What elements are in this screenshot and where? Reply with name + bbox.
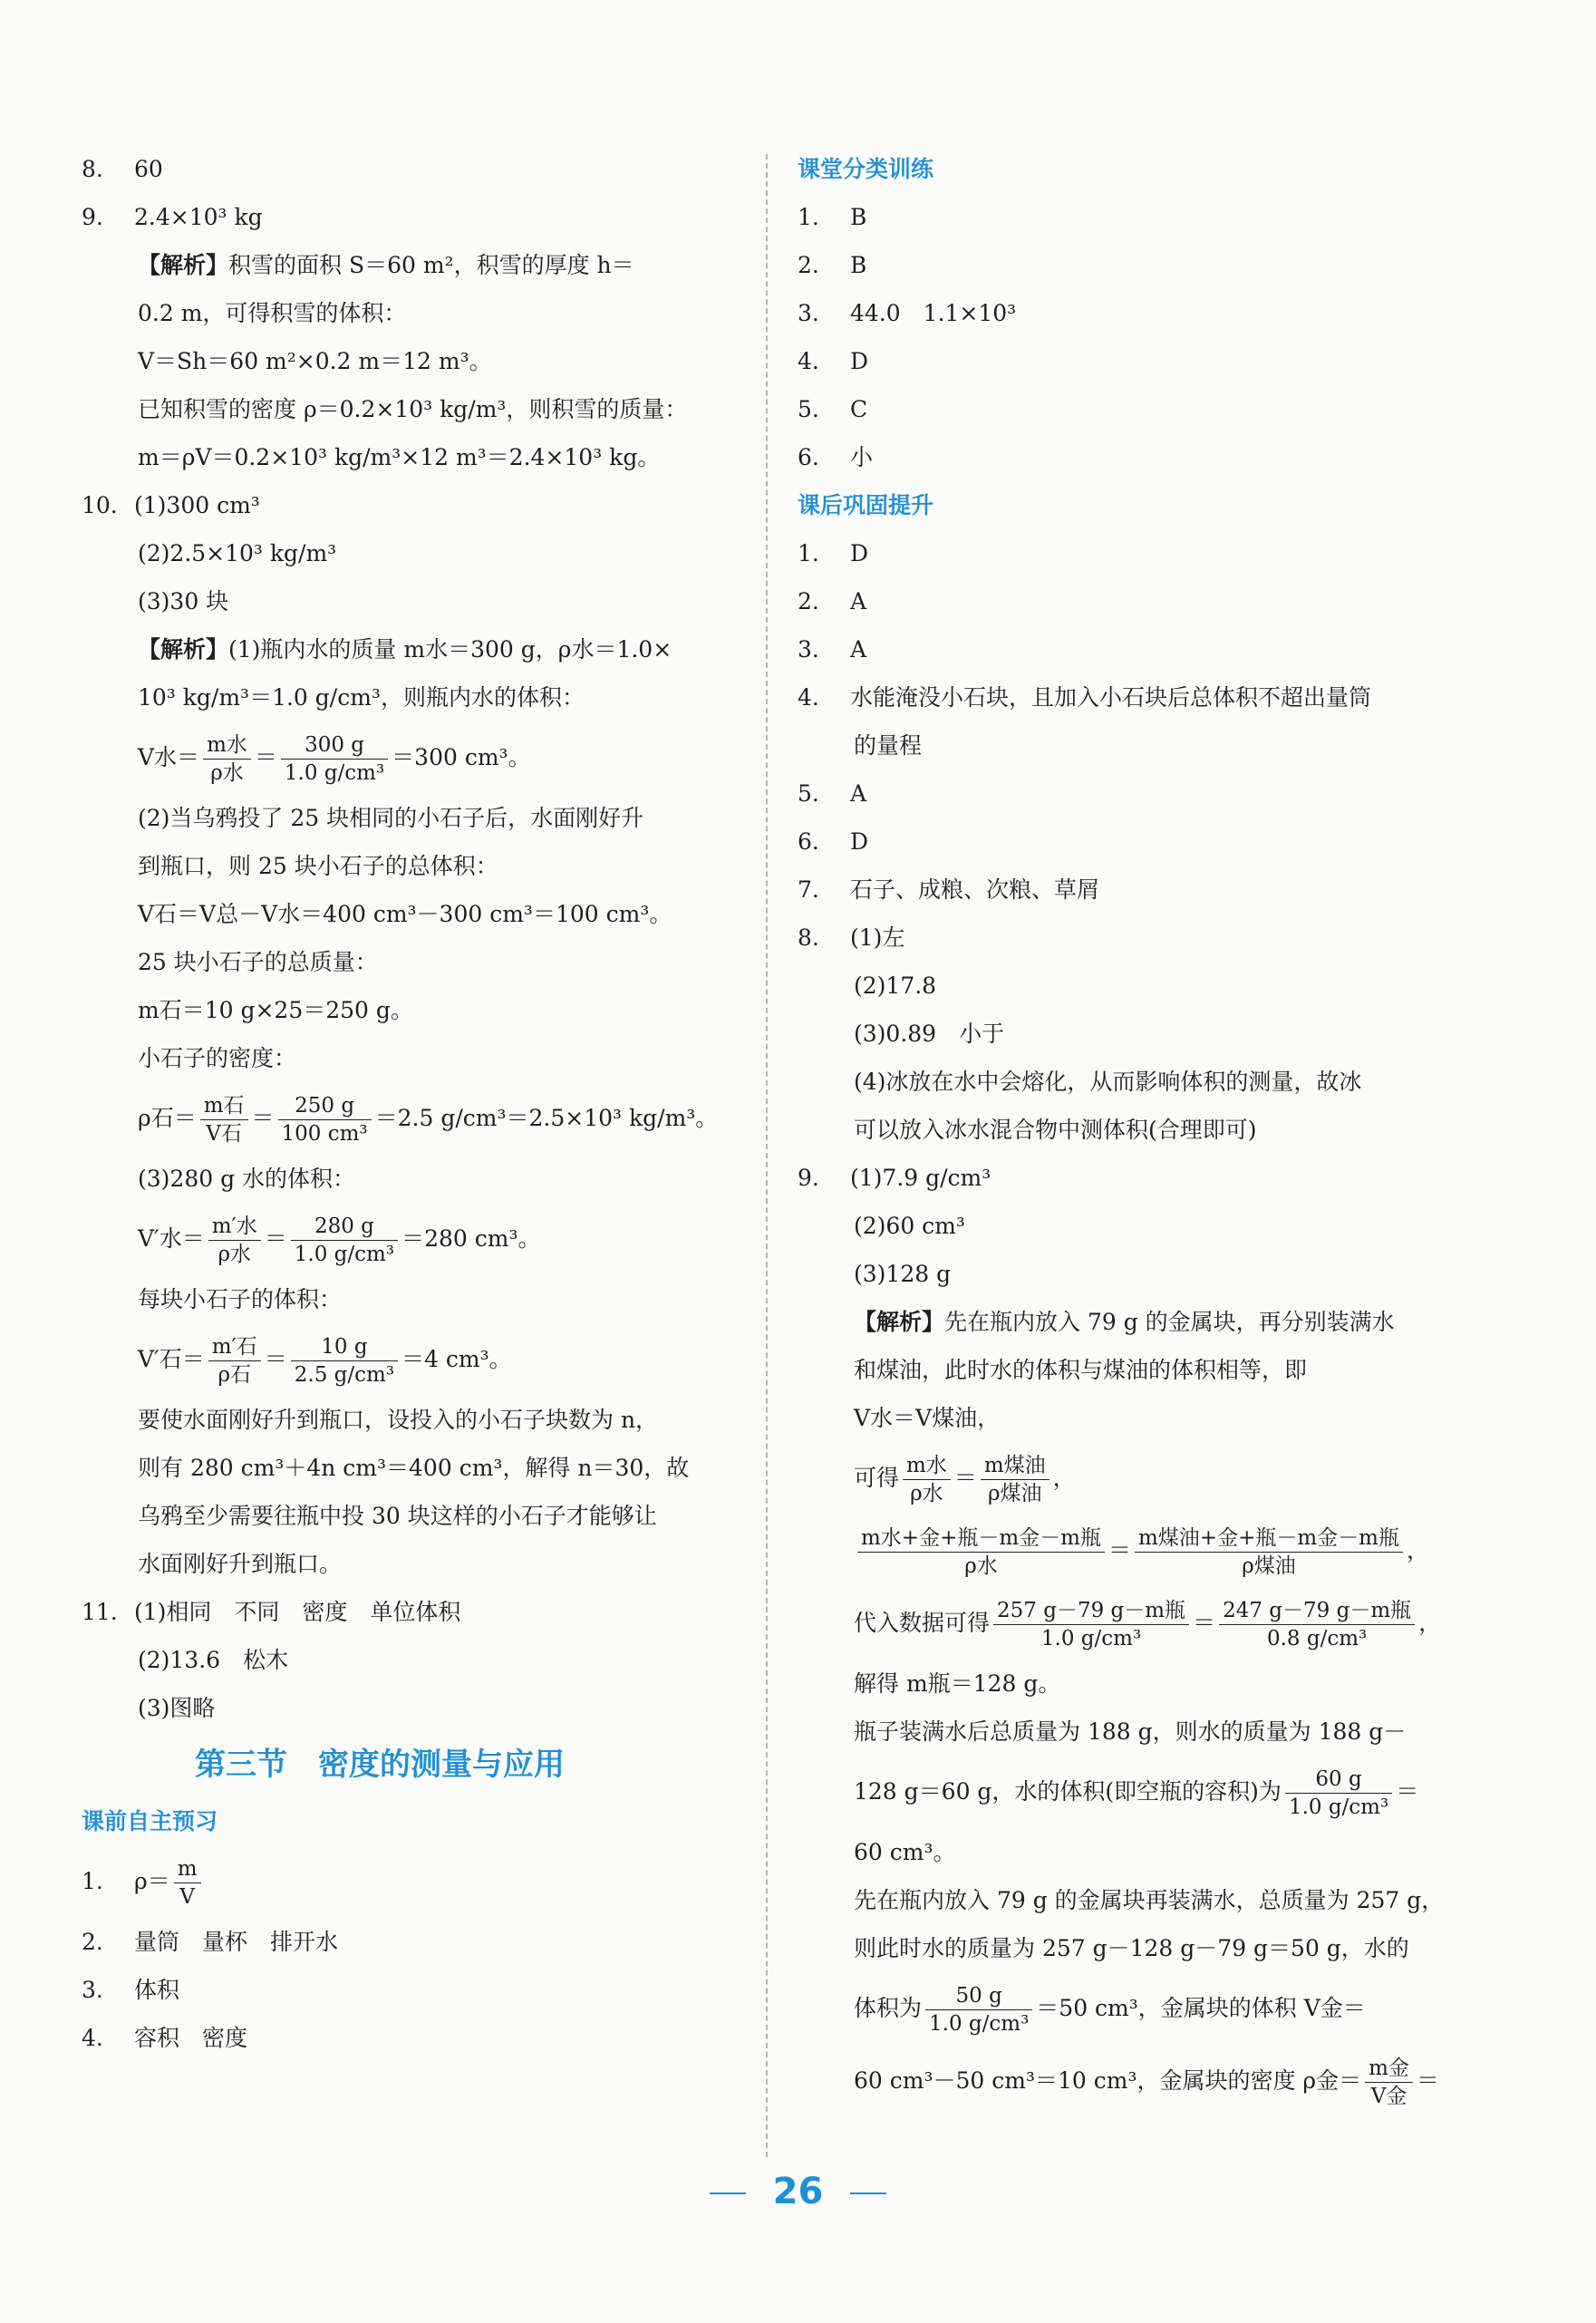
chapter-title: 第三节 密度的测量与应用	[195, 1747, 565, 1783]
formula-mass-expansion: $\frac{\text{m水+金+瓶－m金－m瓶}}{\text{ρ水}}$ ＝ $\frac{\text{m煤油+金+瓶－m金－m瓶}}{\text{ρ煤油}}$ ，	[798, 1515, 1450, 1587]
after-answer-8-part: (2)17.8	[854, 973, 937, 999]
analysis-10-line: 小石子的密度：	[138, 1045, 297, 1071]
formula-v-water: V水＝ $\frac{\text{m水}}{\text{ρ水}}$ ＝ $\frac{300 g}{\text{1.0 g/cm³}}$ ＝300 cm³。	[138, 733, 531, 785]
analysis-10-line: 25 块小石子的总质量：	[138, 949, 378, 975]
answer-10-part: (2)2.5×10³ kg/m³	[138, 540, 337, 566]
after-answer-1: 1. D	[798, 540, 869, 566]
formula-volume-equal: 可得 $\frac{\text{m水}}{\text{ρ水}}$ ＝ $\frac{\text{m煤油}}{\text{ρ煤油}}$ ，	[854, 1454, 1076, 1505]
left-column	[82, 145, 752, 2062]
after-answer-3: 3. A	[798, 636, 867, 663]
class-answer-6: 6. 小	[798, 444, 874, 470]
after-answer-2: 2. A	[798, 588, 867, 615]
after-answer-7: 7. 石子、成粮、次粮、草屑	[798, 876, 1100, 903]
preview-1: 1. ρ＝ $\frac{m}{V}$	[82, 1845, 752, 1918]
after-answer-8: 8. (1)左	[798, 924, 905, 951]
after-answer-8-part: (4)冰放在水中会熔化，从而影响体积的测量，故冰	[854, 1069, 1362, 1095]
answer-8: 8. 60	[82, 156, 163, 182]
analysis-10-line: 要使水面刚好升到瓶口，设投入的小石子块数为 n，	[138, 1407, 659, 1433]
after-answer-5: 5. A	[798, 780, 867, 807]
formula-substitute: 代入数据可得 $\frac{\text{257 g－79 g－m瓶}}{\text{1.0 g/cm³}}$ ＝ $\frac{\text{247 g－79 g－m瓶}}{\text{0.8 g/cm³}}$ ，	[854, 1599, 1442, 1650]
after-answer-9: 9. (1)7.9 g/cm³	[798, 1165, 991, 1191]
formula-water-volume: 128 g＝60 g，水的体积(即空瓶的容积)为 $\frac{60 g}{\text{1.0 g/cm³}}$ ＝	[854, 1767, 1419, 1819]
after-answer-8-part: (3)0.89 小于	[854, 1021, 1005, 1047]
analysis-9-line: 60 cm³。	[854, 1839, 956, 1865]
analysis-10-line: 水面刚好升到瓶口。	[138, 1551, 343, 1577]
analysis-9-line: 瓶子装满水后总质量为 188 g，则水的质量为 188 g－	[854, 1718, 1407, 1745]
after-answer-8-part: 可以放入冰水混合物中测体积(合理即可)	[854, 1117, 1257, 1143]
answer-11-part: (2)13.6 松木	[138, 1647, 289, 1673]
answer-11: 11. (1)相同 不同 密度 单位体积	[82, 1599, 461, 1625]
class-answer-2: 2. B	[798, 252, 867, 278]
section-heading-after-class: 课后巩固提升	[798, 492, 934, 518]
formula-metal-density: 60 cm³－50 cm³＝10 cm³，金属块的密度 ρ金＝ $\frac{\text{m金}}{\text{V金}}$ ＝	[854, 2057, 1439, 2108]
answer-9: 9. 2.4×10³ kg	[82, 204, 263, 230]
analysis-10-line: 每块小石子的体积：	[138, 1286, 343, 1312]
formula-rho-stone: ρ石＝ $\frac{\text{m石}}{\text{V石}}$ ＝ $\frac{250 g}{\text{100 cm³}}$ ＝2.5 g/cm³＝2.5×10³ kg/m³。	[138, 1094, 719, 1146]
analysis-10-line: 10³ kg/m³＝1.0 g/cm³，则瓶内水的体积：	[138, 684, 585, 711]
analysis-10-line: 则有 280 cm³＋4n cm³＝400 cm³，解得 n＝30，故	[138, 1455, 690, 1481]
analysis-10-line: V石＝V总－V水＝400 cm³－300 cm³＝100 cm³。	[138, 901, 672, 927]
after-answer-9-part: (2)60 cm³	[854, 1213, 965, 1239]
after-answer-6: 6. D	[798, 828, 869, 855]
analysis-9-line: V＝Sh＝60 m²×0.2 m＝12 m³。	[138, 348, 492, 374]
formula-v-stone: V′石＝ $\frac{\text{m′石}}{\text{ρ石}}$ ＝ $\frac{10 g}{\text{2.5 g/cm³}}$ ＝4 cm³。	[138, 1335, 512, 1387]
page-number-text: 26	[772, 2171, 824, 2212]
class-answer-5: 5. C	[798, 396, 868, 422]
answer-10: 10. (1)300 cm³	[82, 492, 260, 518]
column-divider	[766, 154, 768, 2157]
analysis-10-line: (3)280 g 水的体积：	[138, 1166, 356, 1192]
page-number	[0, 2171, 1596, 2212]
after-answer-4: 4. 水能淹没小石块，且加入小石块后总体积不超出量筒	[798, 684, 1372, 711]
section-heading-classroom: 课堂分类训练	[798, 156, 934, 182]
class-answer-4: 4. D	[798, 348, 869, 374]
preview-2: 2. 量筒 量杯 排开水	[82, 1929, 339, 1955]
formula-v-water-280: V′水＝ $\frac{\text{m′水}}{\text{ρ水}}$ ＝ $\frac{280 g}{\text{1.0 g/cm³}}$ ＝280 cm³。	[138, 1215, 541, 1266]
analysis-9-line: m＝ρV＝0.2×10³ kg/m³×12 m³＝2.4×10³ kg。	[138, 444, 661, 470]
analysis-9-line: 【解析】先在瓶内放入 79 g 的金属块，再分别装满水	[854, 1309, 1395, 1335]
analysis-10-line: 到瓶口，则 25 块小石子的总体积：	[138, 853, 498, 879]
page-number-right-rule	[850, 2192, 886, 2194]
analysis-9-line: 0.2 m，可得积雪的体积：	[138, 300, 407, 326]
class-answer-1: 1. B	[798, 204, 867, 230]
section-heading-preview: 课前自主预习	[82, 1808, 218, 1834]
answer-10-part: (3)30 块	[138, 588, 229, 615]
analysis-10-line: m石＝10 g×25＝250 g。	[138, 997, 413, 1023]
analysis-10-line: 【解析】(1)瓶内水的质量 m水＝300 g，ρ水＝1.0×	[138, 636, 672, 663]
analysis-9-line: 和煤油，此时水的体积与煤油的体积相等，即	[854, 1357, 1308, 1383]
analysis-9-line: 已知积雪的密度 ρ＝0.2×10³ kg/m³，则积雪的质量：	[138, 396, 688, 422]
analysis-9-line: V水＝V煤油，	[854, 1405, 1001, 1431]
after-answer-4-cont: 的量程	[854, 732, 923, 759]
analysis-9-line: 则此时水的质量为 257 g－128 g－79 g＝50 g，水的	[854, 1935, 1409, 1961]
analysis-9-line: 先在瓶内放入 79 g 的金属块再装满水，总质量为 257 g，	[854, 1887, 1445, 1913]
analysis-9-line: 解得 m瓶＝128 g。	[854, 1670, 1061, 1697]
answer-11-part: (3)图略	[138, 1695, 216, 1721]
page-number-left-rule	[710, 2192, 746, 2194]
class-answer-3: 3. 44.0 1.1×10³	[798, 300, 1017, 326]
analysis-10-line: 乌鸦至少需要往瓶中投 30 块这样的小石子才能够让	[138, 1503, 657, 1529]
right-column	[798, 145, 1450, 2117]
analysis-9-line: 【解析】积雪的面积 S＝60 m²，积雪的厚度 h＝	[138, 252, 634, 278]
analysis-10-line: (2)当乌鸦投了 25 块相同的小石子后，水面刚好升	[138, 805, 644, 831]
formula-water-volume-50: 体积为 $\frac{50 g}{\text{1.0 g/cm³}}$ ＝50 cm³，金属块的体积 V金＝	[854, 1984, 1366, 2036]
preview-4: 4. 容积 密度	[82, 2025, 248, 2051]
after-answer-9-part: (3)128 g	[854, 1261, 952, 1287]
preview-3: 3. 体积	[82, 1977, 180, 2003]
